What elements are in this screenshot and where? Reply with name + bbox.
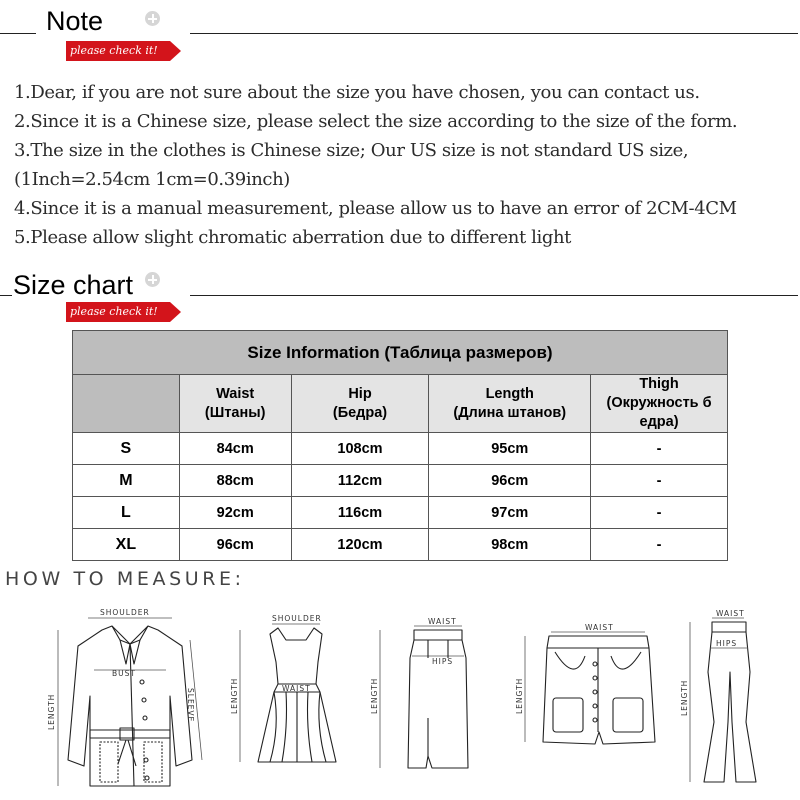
table-row [73, 465, 728, 497]
size-cell: M [73, 465, 180, 497]
size-chart-header [0, 262, 800, 322]
divider-line [190, 295, 798, 296]
hip-cell: 120cm [291, 529, 429, 561]
pants-hips-label: HIPS [716, 639, 738, 648]
please-check-badge: please check it! [66, 41, 170, 61]
skirt-icon [370, 618, 480, 788]
note-line: 1.Dear, if you are not sure about the size you have chosen, you can contact us. [14, 82, 700, 103]
note-title: Note [46, 6, 104, 36]
size-chart-title: Size chart [13, 270, 134, 300]
shorts-waist-label: WAIST [585, 623, 614, 632]
note-line: 4.Since it is a manual measurement, please allow us to have an error of 2CM-4CM [14, 198, 737, 219]
skirt-figure [370, 618, 480, 788]
shorts-figure [515, 622, 670, 762]
size-column-header [73, 375, 180, 433]
how-to-measure-title: HOW TO MEASURE: [5, 568, 245, 590]
shorts-length-label: LENGTH [515, 677, 524, 714]
length-cell: 98cm [429, 529, 591, 561]
table-title: Size Information (Таблица размеров) [73, 331, 728, 375]
note-line: (1Inch=2.54cm 1cm=0.39inch) [14, 169, 290, 190]
divider-line [0, 295, 12, 296]
table-row [73, 433, 728, 465]
table-header-row [73, 375, 728, 433]
length-cell: 95cm [429, 433, 591, 465]
waist-cell: 84cm [179, 433, 291, 465]
dress-figure [230, 612, 345, 787]
thigh-cell: - [591, 465, 728, 497]
table-row [73, 497, 728, 529]
jacket-bust-label: BUST [112, 669, 136, 678]
jacket-figure [40, 600, 220, 795]
hip-cell: 112cm [291, 465, 429, 497]
size-cell: S [73, 433, 180, 465]
pants-icon [680, 609, 790, 790]
table-row [73, 529, 728, 561]
jacket-shoulder-label: SHOULDER [100, 608, 150, 617]
thigh-cell: - [591, 433, 728, 465]
skirt-length-label: LENGTH [370, 677, 379, 714]
note-list [14, 78, 794, 252]
hip-cell: 108cm [291, 433, 429, 465]
skirt-hips-label: HIPS [432, 657, 454, 666]
thigh-cell: - [591, 497, 728, 529]
jacket-icon [40, 600, 220, 795]
dress-length-label: LENGTH [230, 677, 239, 714]
divider-line [0, 33, 36, 34]
waist-cell: 88cm [179, 465, 291, 497]
waist-cell: 96cm [179, 529, 291, 561]
size-cell: XL [73, 529, 180, 561]
hip-column-header: Hip (Бедра) [291, 375, 429, 433]
dress-shoulder-label: SHOULDER [272, 614, 322, 623]
divider-line [190, 33, 798, 34]
length-cell: 96cm [429, 465, 591, 497]
size-table [72, 330, 728, 561]
skirt-waist-label: WAIST [428, 617, 457, 626]
shorts-icon [515, 622, 670, 762]
note-header [0, 0, 800, 60]
hip-cell: 116cm [291, 497, 429, 529]
note-line: 5.Please allow slight chromatic aberration due to different light [14, 227, 571, 248]
jacket-sleeve-label: SLEEVE [186, 688, 195, 723]
thigh-cell: - [591, 529, 728, 561]
please-check-badge: please check it! [66, 302, 170, 322]
plus-circle-icon [145, 11, 160, 26]
pants-figure [680, 609, 790, 790]
size-cell: L [73, 497, 180, 529]
note-line: 3.The size in the clothes is Chinese size; Our US size is not standard US size, [14, 140, 689, 161]
waist-column-header: Waist (Штаны) [179, 375, 291, 433]
length-cell: 97cm [429, 497, 591, 529]
note-line: 2.Since it is a Chinese size, please select the size according to the size of the form. [14, 111, 738, 132]
pants-length-label: LENGTH [680, 679, 689, 716]
waist-cell: 92cm [179, 497, 291, 529]
jacket-length-label: LENGTH [47, 693, 56, 730]
thigh-column-header: Thigh (Окружность б едра) [591, 375, 728, 433]
length-column-header: Length (Длина штанов) [429, 375, 591, 433]
pants-waist-label: WAIST [716, 609, 745, 618]
dress-waist-label: WAIST [282, 684, 311, 693]
dress-icon [230, 612, 345, 787]
plus-circle-icon [145, 272, 160, 287]
